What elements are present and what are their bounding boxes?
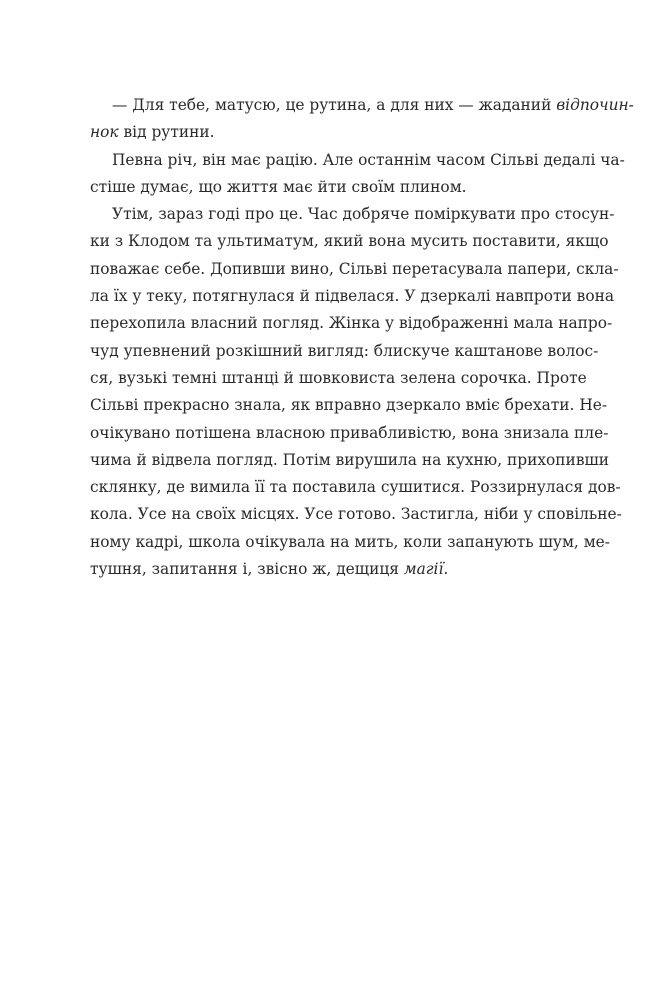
- text-line: [90, 501, 622, 528]
- text-line: [90, 147, 625, 174]
- italic-text-run: нок: [90, 123, 119, 142]
- text-run: ному кадрі, школа очікувала на мить, коли запанують шум, ме-: [90, 532, 610, 551]
- text-line: [90, 474, 621, 501]
- text-run: Сільві прекрасно знала, як вправно дзеркало вміє брехати. Не-: [90, 396, 608, 415]
- text-run: ки з Клодом та ультиматум, який вона мусить поставити, якщо: [90, 232, 609, 251]
- text-line: [90, 310, 613, 337]
- text-run: кола. Усе на своїх місцях. Усе готово. Застигла, ніби у сповільне-: [90, 505, 622, 524]
- text-line: [90, 392, 608, 419]
- text-run: Утім, зараз годі про це. Час добряче поміркувати про стосун-: [112, 205, 615, 224]
- text-line: [90, 338, 599, 365]
- text-run: ла їх у теку, потягнулася й підвелася. У дзеркалі навпроти вона: [90, 287, 615, 306]
- text-run: перехопила власний погляд. Жінка у відображенні мала напро-: [90, 314, 613, 333]
- text-run: тушня, запитання і, звісно ж, дещиця: [90, 560, 404, 579]
- text-run: склянку, де вимила її та поставила сушитися. Роззирнулася дов-: [90, 478, 621, 497]
- text-line: [90, 365, 587, 392]
- text-run: стіше думає, що життя має йти своїм плином.: [90, 177, 467, 196]
- text-run: чуд упевнений розкішний вигляд: блискуче каштанове волос-: [90, 341, 599, 360]
- text-line: [90, 201, 615, 228]
- text-run: ся, вузькі темні штанці й шовковиста зелена сорочка. Проте: [90, 368, 587, 387]
- text-line: [90, 256, 619, 283]
- text-line: [90, 529, 610, 556]
- italic-text-run: магії: [403, 560, 444, 579]
- paragraph: [90, 147, 625, 202]
- text-run: поважає себе. Допивши вино, Сільві перетасувала папери, скла-: [90, 259, 619, 278]
- body-text: [90, 92, 634, 583]
- text-line: [90, 92, 634, 119]
- italic-text-run: відпочин-: [556, 96, 634, 114]
- text-run: .: [443, 560, 449, 579]
- text-line: [90, 556, 570, 583]
- text-line: [90, 119, 570, 146]
- text-line: [90, 447, 610, 474]
- text-run: — Для тебе, матусю, це рутина, а для них — жаданий: [112, 96, 557, 114]
- text-line: [90, 174, 570, 201]
- paragraph: [90, 201, 622, 583]
- text-line: [90, 283, 615, 310]
- text-run: від рутини.: [118, 123, 215, 142]
- text-line: [90, 228, 609, 255]
- text-run: очікувано потішена власною привабливістю, вона знизала пле-: [90, 423, 609, 442]
- paragraph: [90, 92, 634, 147]
- text-line: [90, 420, 609, 447]
- text-run: чима й відвела погляд. Потім вирушила на кухню, прихопивши: [90, 450, 610, 469]
- text-run: Певна річ, він має рацію. Але останнім часом Сільві дедалі ча-: [112, 150, 625, 169]
